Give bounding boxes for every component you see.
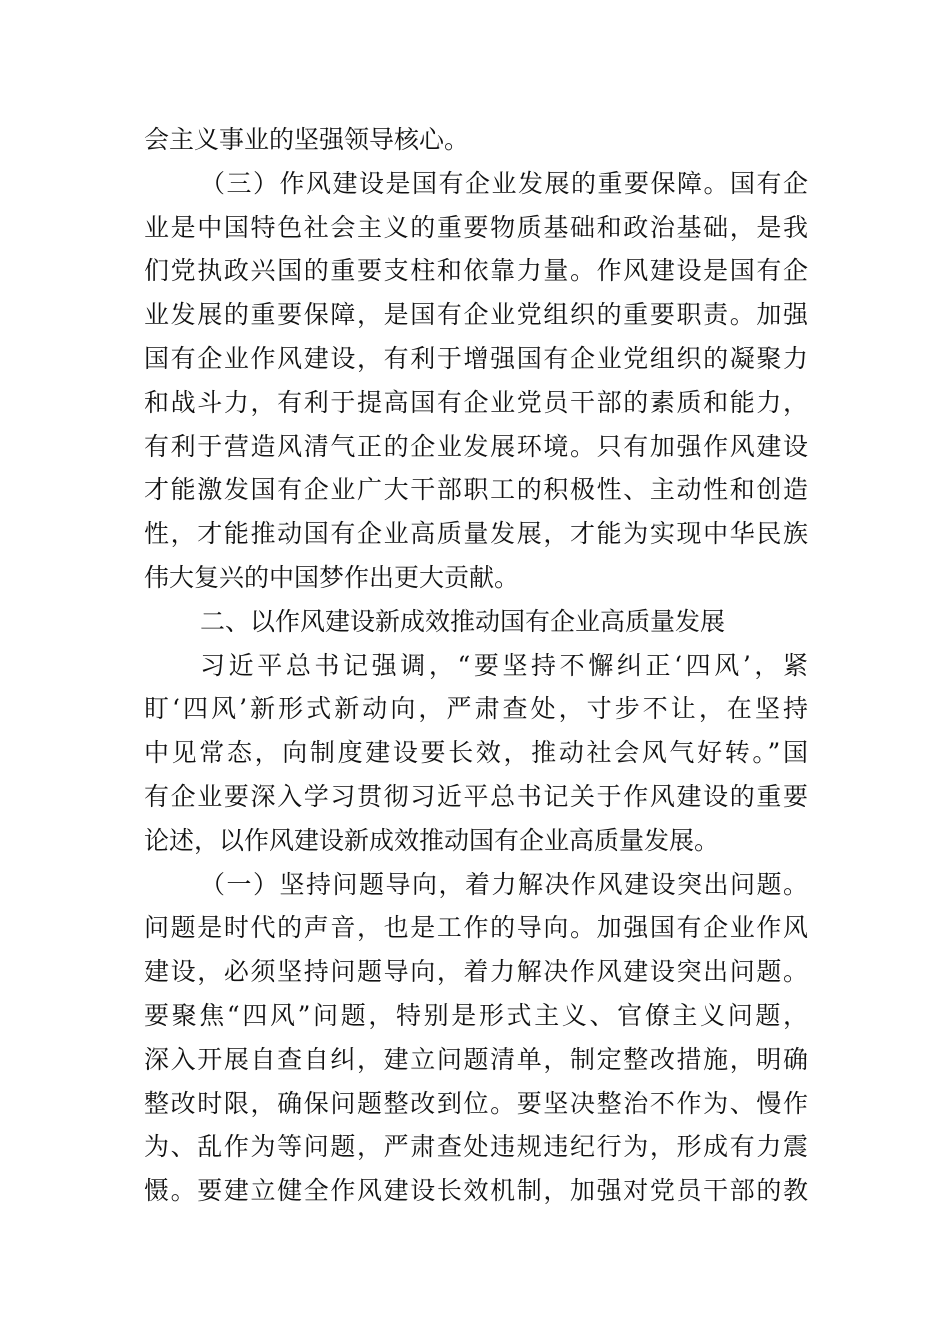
text-line: 业发展的重要保障，是国有企业党组织的重要职责。加强	[144, 300, 808, 330]
text-line: 国有企业作风建设，有利于增强国有企业党组织的凝聚力	[144, 343, 808, 373]
text-line: 论述，以作风建设新成效推动国有企业高质量发展。	[144, 825, 720, 855]
text-line: 深入开展自查自纠，建立问题清单，制定整改措施，明确	[144, 1044, 808, 1074]
text-line: 慑。要建立健全作风建设长效机制，加强对党员干部的教	[144, 1176, 808, 1206]
text-line: 习近平总书记强调，“要坚持不懈纠正‘四风’，紧	[200, 650, 808, 680]
text-line: 整改时限，确保问题整改到位。要坚决整治不作为、慢作	[144, 1088, 808, 1118]
text-line: 才能激发国有企业广大干部职工的积极性、主动性和创造	[144, 475, 808, 505]
text-line: 有利于营造风清气正的企业发展环境。只有加强作风建设	[144, 431, 808, 461]
text-line: 业是中国特色社会主义的重要物质基础和政治基础，是我	[144, 212, 808, 242]
text-line: 为、乱作为等问题，严肃查处违规违纪行为，形成有力震	[144, 1132, 808, 1162]
text-line: 中见常态，向制度建设要长效，推动社会风气好转。”国	[144, 738, 808, 768]
text-line: 性，才能推动国有企业高质量发展，才能为实现中华民族	[144, 519, 808, 549]
text-line: （一）坚持问题导向，着力解决作风建设突出问题。	[200, 869, 808, 899]
text-line: （三）作风建设是国有企业发展的重要保障。国有企	[200, 168, 808, 198]
text-line: 要聚焦“四风”问题，特别是形式主义、官僚主义问题，	[144, 1000, 808, 1030]
text-line: 们党执政兴国的重要支柱和依靠力量。作风建设是国有企	[144, 256, 808, 286]
text-line: 会主义事业的坚强领导核心。	[144, 125, 470, 154]
text-line: 二、以作风建设新成效推动国有企业高质量发展	[200, 606, 726, 636]
text-line: 问题是时代的声音，也是工作的导向。加强国有企业作风	[144, 913, 808, 943]
text-line: 建设，必须坚持问题导向，着力解决作风建设突出问题。	[144, 957, 808, 987]
text-line: 盯‘四风’新形式新动向，严肃查处，寸步不让，在坚持	[144, 694, 808, 724]
document-body	[144, 118, 808, 1213]
text-line: 伟大复兴的中国梦作出更大贡献。	[144, 562, 520, 592]
text-line: 有企业要深入学习贯彻习近平总书记关于作风建设的重要	[144, 781, 808, 811]
text-line: 和战斗力，有利于提高国有企业党员干部的素质和能力，	[144, 387, 808, 417]
